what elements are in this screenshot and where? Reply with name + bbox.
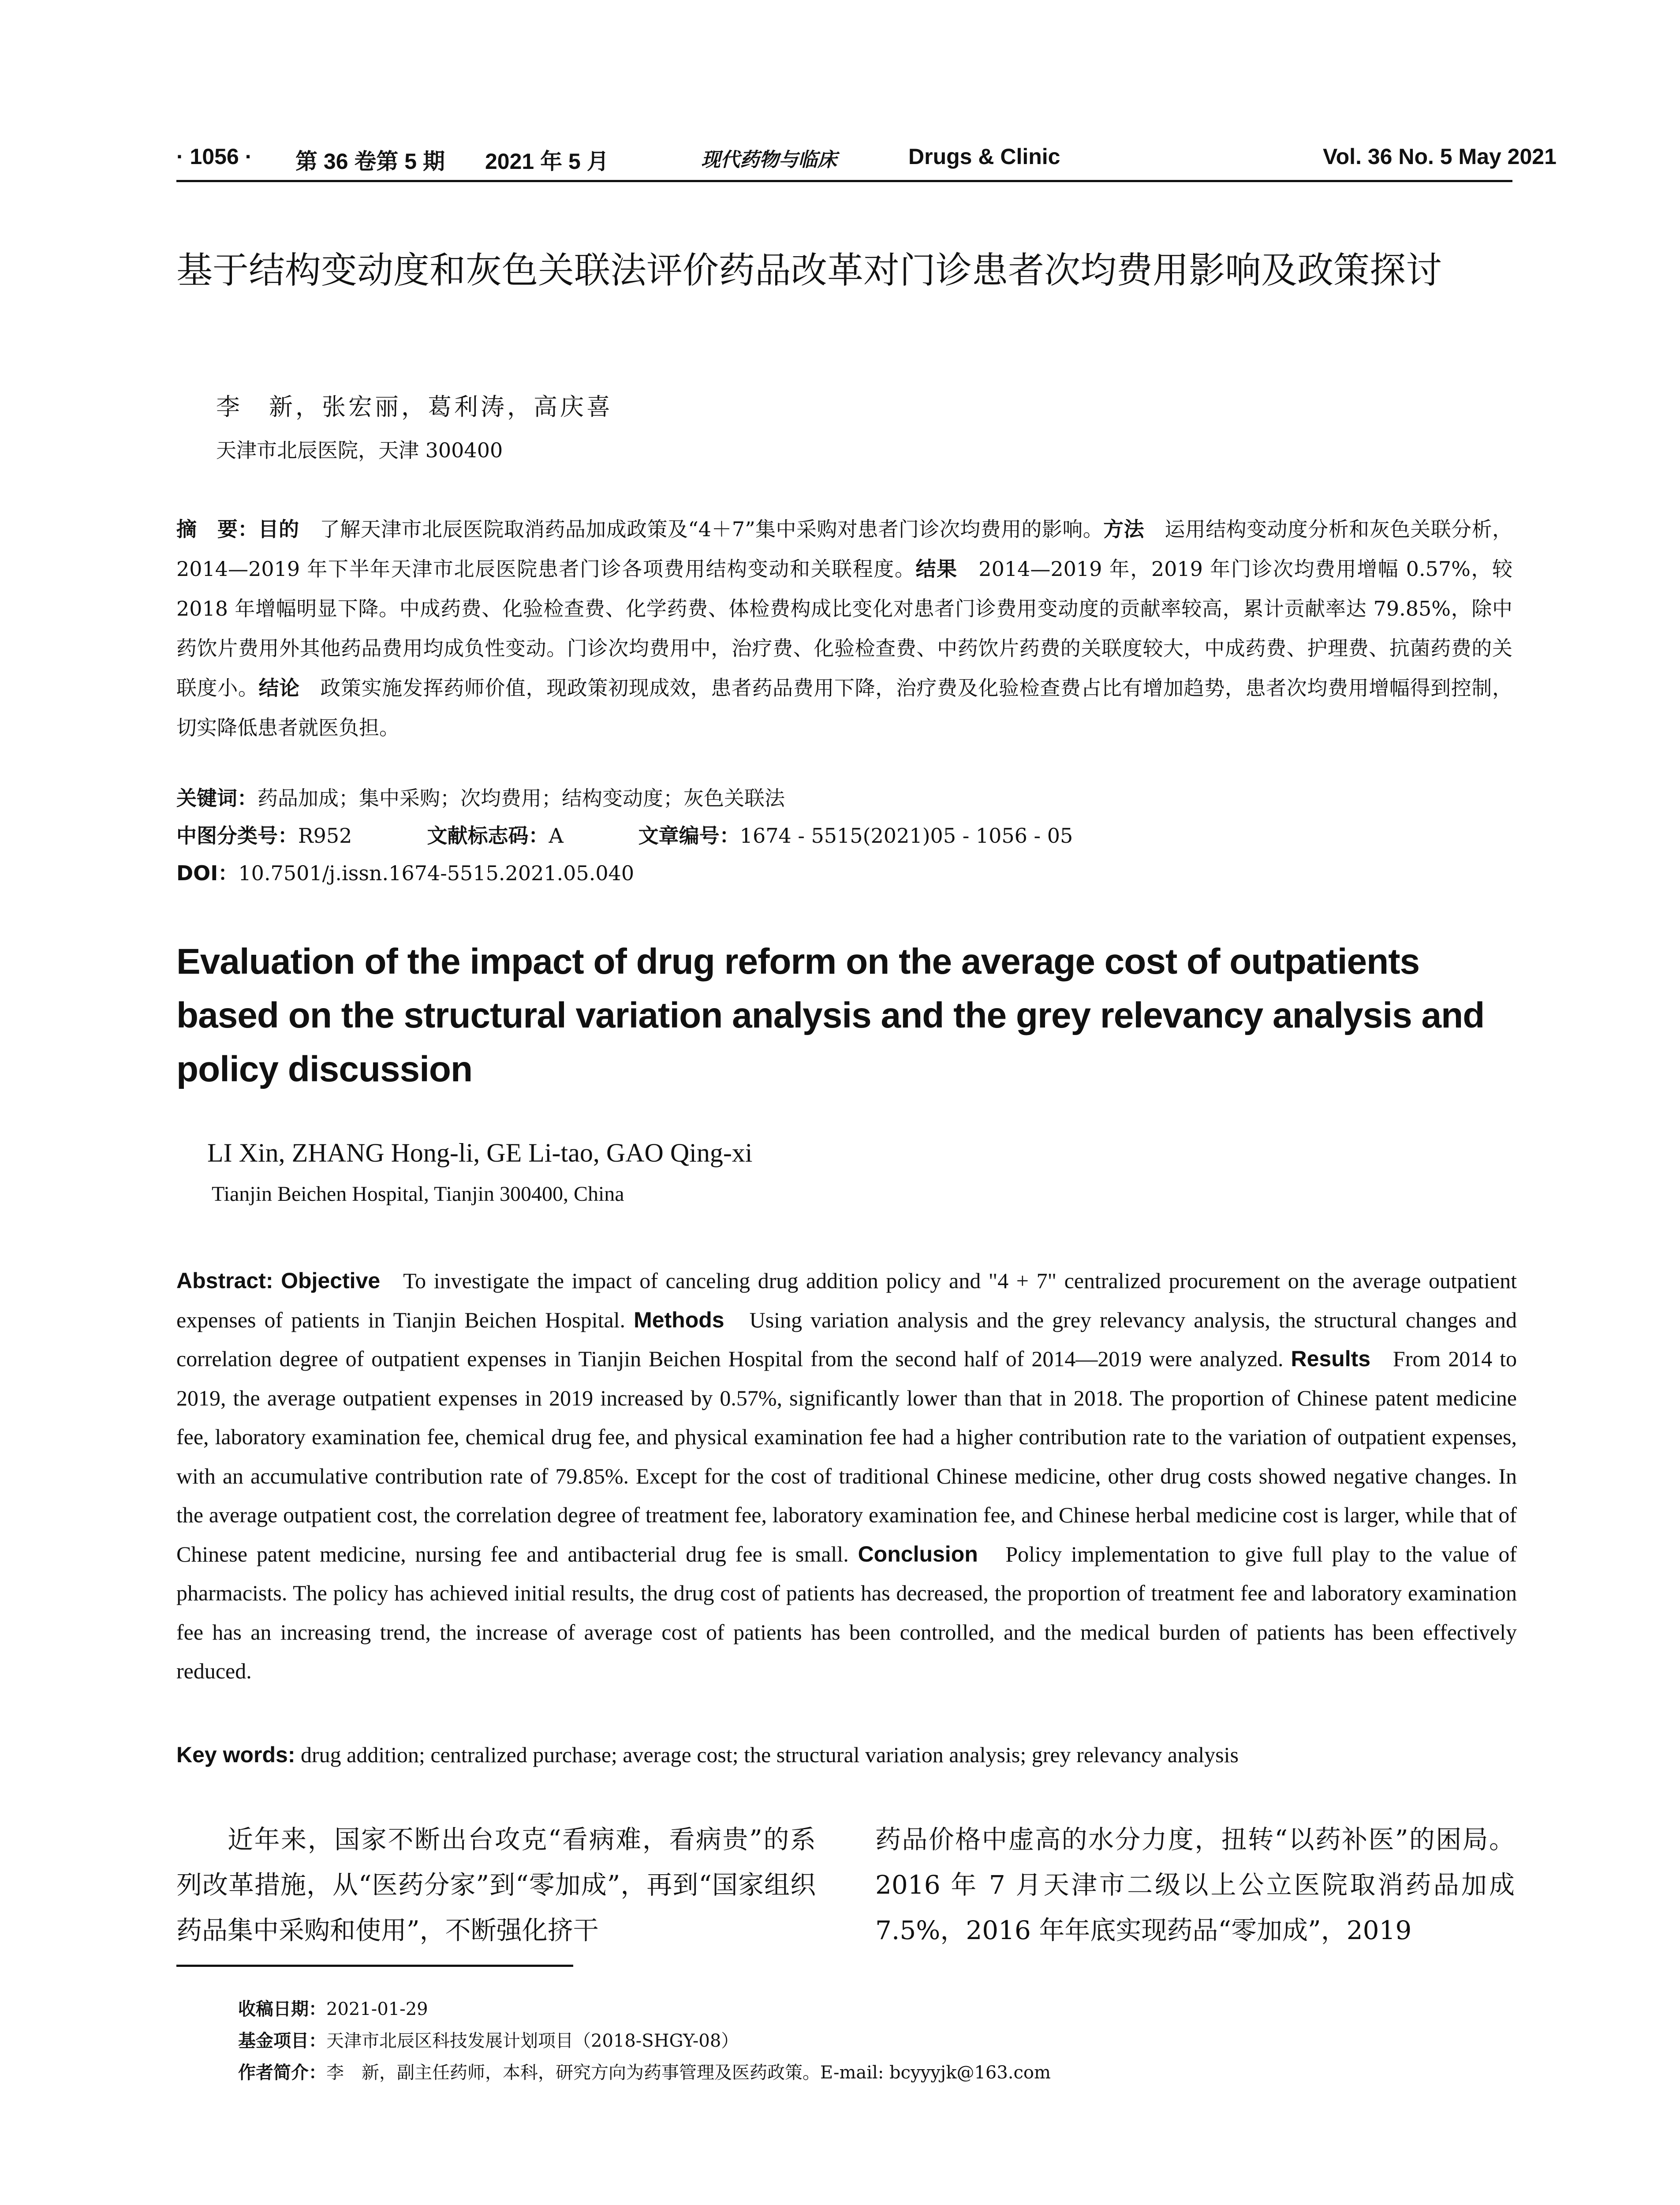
en-keywords-text: drug addition; centralized purchase; average cost; the structural variation analysis; grey relevancy analysis [301, 1742, 1239, 1767]
volume-cn: 第 36 卷第 5 期 [295, 149, 445, 174]
methods-text: 运用结构变动度分析和灰色关联分析，2014—2019 年下半年天津市北辰医院患者门诊各项费用结构变动和关联程度。 [176, 517, 1513, 581]
methods-label: 方法 [1103, 517, 1144, 541]
chinese-keywords [176, 785, 1512, 811]
english-keywords [176, 1742, 1517, 1768]
english-affiliation: Tianjin Beichen Hospital, Tianjin 300400, China [212, 1182, 624, 1206]
author-bio-text: 李 新，副主任药师，本科，研究方向为药事管理及医药政策。E-mail: bcyyyjk@163.com [326, 2063, 1051, 2083]
en-results-text: From 2014 to 2019, the average outpatient expenses in 2019 increased by 0.57%, significantly lower than that in 2018. The proportion of Chinese patent medicine fee, laboratory examination fee, chemical drug fee, and physical examination fee had a higher contribution rate to the variation of outpatient expenses, with an accumulative contribution rate of 79.85%. Except for the cost of traditional Chinese medicine, other drug costs showed negative changes. In the average outpatient cost, the correlation degree of treatment fee, laboratory examination fee, and Chinese herbal medicine cost is larger, while that of Chinese patent medicine, nursing fee and antibacterial drug fee is small. [176, 1346, 1517, 1566]
doi-label: DOI： [176, 861, 239, 885]
keywords-text: 药品加成；集中采购；次均费用；结构变动度；灰色关联法 [258, 786, 785, 810]
en-abstract-label: Abstract: [176, 1268, 273, 1293]
fund-label: 基金项目： [238, 2031, 326, 2051]
clc-value: R952 [298, 824, 352, 848]
objective-text: 了解天津市北辰医院取消药品加成政策及“4＋7”集中采购对患者门诊次均费用的影响。 [299, 517, 1104, 541]
article-no-value: 1674 - 5515(2021)05 - 1056 - 05 [739, 824, 1073, 848]
chinese-affiliation: 天津市北辰医院，天津 300400 [216, 438, 503, 462]
en-conclusion-text: Policy implementation to give full play to the value of pharmacists. The policy has achieved initial results, the drug cost of patients has decreased, the proportion of treatment fee and laboratory examination fee has an increasing trend, the increase of average cost of patients has been controlled, and the medical burden of patients has been effectively reduced. [176, 1541, 1517, 1683]
en-keywords-label: Key words: [176, 1742, 295, 1767]
page-number: · 1056 · [176, 144, 253, 169]
footnote-rule [176, 1965, 573, 1967]
footnotes [238, 1993, 1517, 2089]
english-abstract [176, 1261, 1517, 1691]
abstract-label: 摘 要： [176, 517, 258, 541]
en-conclusion-label: Conclusion [858, 1541, 978, 1566]
doc-code-value: A [549, 824, 564, 848]
objective-label: 目的 [258, 517, 299, 541]
results-label: 结果 [915, 557, 958, 581]
english-authors: LI Xin, ZHANG Hong-li, GE Li-tao, GAO Qing-xi [207, 1138, 753, 1167]
article-no-label: 文章编号： [638, 824, 740, 848]
received-note [238, 1993, 1517, 2025]
doi-value: 10.7501/j.issn.1674-5515.2021.05.040 [238, 861, 635, 885]
keywords-label: 关键词： [176, 786, 258, 810]
results-text: 2014—2019 年，2019 年门诊次均费用增幅 0.57%，较 2018 年增幅明显下降。中成药费、化验检查费、化学药费、体检费构成比变化对患者门诊费用变动度的贡献率较高，累计贡献率达 79.85%，除中药饮片费用外其他药品费用均成负性变动。门诊次均费用中，治疗费、化验检查费、中药饮片药费的关联度较大，中成药费、护理费、抗菌药费的关联度小。 [176, 557, 1512, 700]
date-cn: 2021 年 5 月 [485, 149, 609, 174]
classification-line [176, 822, 1512, 849]
body-column-right: 药品价格中虚高的水分力度，扭转“以药补医”的困局。2016 年 7 月天津市二级以上公立医院取消药品加成 7.5%，2016 年年底实现药品“零加成”，2019 [875, 1824, 1515, 1945]
conclusion-text: 政策实施发挥药师价值，现政策初现成效，患者药品费用下降，治疗费及化验检查费占比有增加趋势，患者次均费用增幅得到控制，切实降低患者就医负担。 [176, 676, 1512, 740]
author-note [238, 2057, 1517, 2089]
doi-line [176, 860, 1512, 886]
author-bio-label: 作者简介： [238, 2063, 326, 2083]
running-header [176, 140, 1557, 182]
en-methods-label: Methods [634, 1307, 724, 1332]
en-results-label: Results [1291, 1346, 1371, 1371]
received-date: 2021-01-29 [326, 1999, 428, 2019]
chinese-title: 基于结构变动度和灰色关联法评价药品改革对门诊患者次均费用影响及政策探讨 [176, 250, 1442, 292]
en-objective-label: Objective [281, 1268, 381, 1293]
english-title: Evaluation of the impact of drug reform on the average cost of outpatients based on the structural variation analysis and the grey relevancy analysis and policy discussion [176, 942, 1485, 1089]
volume-en: Vol. 36 No. 5 May 2021 [1323, 144, 1557, 169]
fund-text: 天津市北辰区科技发展计划项目（2018-SHGY-08） [326, 2031, 739, 2051]
received-label: 收稿日期： [238, 1999, 326, 2019]
body-column-left: 近年来，国家不断出台攻克“看病难，看病贵”的系列改革措施，从“医药分家”到“零加成”，再到“国家组织药品集中采购和使用”，不断强化挤干 [176, 1824, 816, 1945]
journal-name-cn: 现代药物与临床 [701, 149, 837, 171]
doc-code-label: 文献标志码： [427, 824, 549, 848]
conclusion-label: 结论 [258, 676, 300, 700]
en-objective-text: To investigate the impact of canceling drug addition policy and "4 + 7" centralized procurement on the average outpatient expenses of patients in Tianjin Beichen Hospital. [176, 1268, 1517, 1332]
chinese-abstract [176, 509, 1512, 747]
journal-name-en: Drugs & Clinic [908, 144, 1060, 169]
chinese-authors: 李 新，张宏丽，葛利涛，高庆喜 [216, 393, 613, 421]
clc-label: 中图分类号： [176, 824, 298, 848]
en-methods-text: Using variation analysis and the grey relevancy analysis, the structural changes and correlation degree of outpatient expenses in Tianjin Beichen Hospital from the second half of 2014—2019 were analyzed. [176, 1307, 1517, 1371]
fund-note [238, 2025, 1517, 2057]
